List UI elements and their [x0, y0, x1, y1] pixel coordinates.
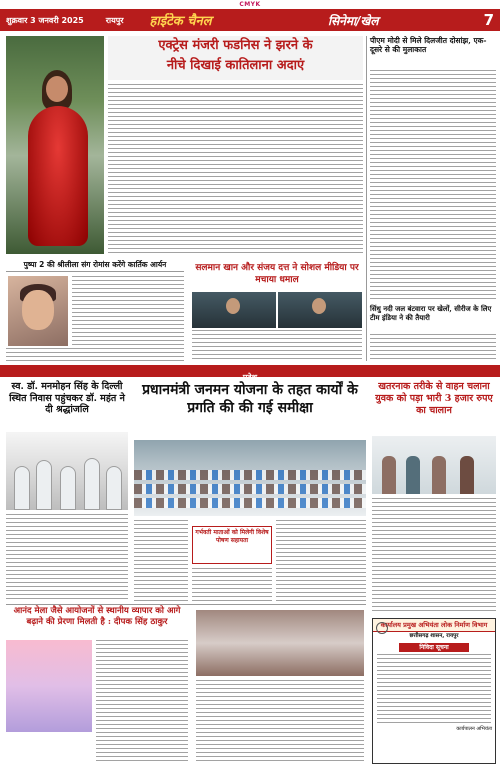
- vehicle-headline: खतरनाक तरीके से वाहन चलाना युवक को पड़ा भारी 3 हजार रुपए का चालान: [375, 381, 493, 416]
- sub-story-headline: गर्भवती माताओं को मिलेगी विशेष पोषण सहायता: [195, 529, 269, 544]
- anand-mela-photo: [6, 640, 92, 732]
- crowd-article-body: [196, 680, 364, 764]
- right-story1-headline: पीएम मोदी से मिले दिलजीत दोसांझ, एक-दूसरे से की मुलाकात: [370, 36, 487, 54]
- sub-story-box: [192, 526, 272, 564]
- pushpa-headline: पुष्पा 2 की श्रीलीला संग रोमांस करेंगे कार्तिक आर्यन: [23, 260, 167, 269]
- edition-city: रायपुर: [105, 15, 124, 25]
- pushpa-headline-box: [6, 258, 184, 272]
- page-number: 7: [483, 11, 494, 29]
- lead-headline-line1: एक्ट्रेस मंजरी फडनिस ने झरने के: [158, 38, 313, 53]
- meeting-photo: [134, 440, 366, 516]
- govt-emblem-icon: [376, 622, 388, 634]
- column-divider: [366, 36, 367, 361]
- salman-headline: सलमान खान और संजय दत्त ने सोशल मीडिया पर मचाया धमाल: [195, 263, 359, 285]
- anand-headline-box: [6, 606, 188, 638]
- salman-sanjay-photo: [192, 292, 362, 328]
- pushpa-article-body-2: [6, 348, 184, 362]
- pm-headline: प्रधानमंत्री जनमन योजना के तहत कार्यों के प्रगति की की गई समीक्षा: [142, 382, 358, 416]
- right-story2-body: [370, 334, 496, 362]
- ad-footer: कार्यपालन अभियंता: [456, 726, 492, 732]
- tribute-photo: [6, 432, 128, 510]
- actress-photo: [6, 36, 104, 254]
- lead-headline-line2: नीचे दिखाई कातिलाना अदाएं: [166, 58, 305, 73]
- header-right: [320, 9, 500, 31]
- ad-title: कार्यालय प्रमुख अभियंता लोक निर्माण विभाग: [373, 619, 495, 632]
- pm-headline-box: [134, 381, 366, 435]
- print-registration-mark: CMYK: [239, 1, 261, 8]
- lead-article-body: [108, 84, 363, 254]
- lead-headline: [108, 36, 363, 80]
- ad-body: [377, 654, 491, 724]
- manmohan-article-body: [6, 514, 128, 602]
- police-photo: [372, 436, 496, 494]
- vehicle-headline-box: [372, 381, 496, 431]
- right-story2-headline-box: [370, 304, 496, 332]
- right-story1-body: [370, 70, 496, 300]
- issue-date: शुक्रवार 3 जनवरी 2025: [6, 15, 84, 25]
- salman-article-body: [192, 330, 362, 362]
- anand-article-body: [96, 640, 188, 764]
- right-story1-headline-box: [370, 36, 496, 68]
- section-title-left: हाईटेक चैनल: [149, 14, 212, 29]
- pushpa-article-body: [72, 276, 184, 346]
- anand-headline: आनंद मेला जैसे आयोजनों से स्थानीय व्यापार को आगे बढ़ाने की प्रेरणा मिलती है : दीपक सिंह ठाकुर: [13, 606, 181, 627]
- manmohan-headline-box: [6, 381, 128, 427]
- section-band-label: प्रदेश: [242, 373, 258, 382]
- section-band: [0, 365, 500, 382]
- vehicle-article-body: [372, 498, 496, 614]
- pm-article-col2: [192, 568, 272, 604]
- section-title-right: सिनेमा/खेल: [328, 13, 379, 28]
- kartik-photo: [8, 276, 68, 346]
- header-left: [0, 9, 320, 31]
- manmohan-headline: स्व. डॉ. मनमोहन सिंह के दिल्ली स्थित निवास पहुंचकर डॉ. महंत ने दी श्रद्धांजलि: [9, 381, 125, 415]
- crowd-photo: [196, 610, 364, 676]
- page-header: [0, 9, 500, 31]
- salman-headline-box: [192, 262, 362, 288]
- tender-advertisement: [372, 618, 496, 764]
- ad-tag: निविदा सूचना: [399, 643, 469, 652]
- horizontal-rule: [6, 604, 366, 605]
- right-story2-headline: सिंधु नदी जल बंटवारा पर खेलों, सीरीज के लिए टीम इंडिया ने की तैयारी: [370, 304, 492, 322]
- ad-subtitle: छत्तीसगढ़ शासन, रायपुर: [409, 633, 459, 639]
- pm-article-col3: [276, 520, 366, 604]
- pm-article-col1: [134, 520, 188, 604]
